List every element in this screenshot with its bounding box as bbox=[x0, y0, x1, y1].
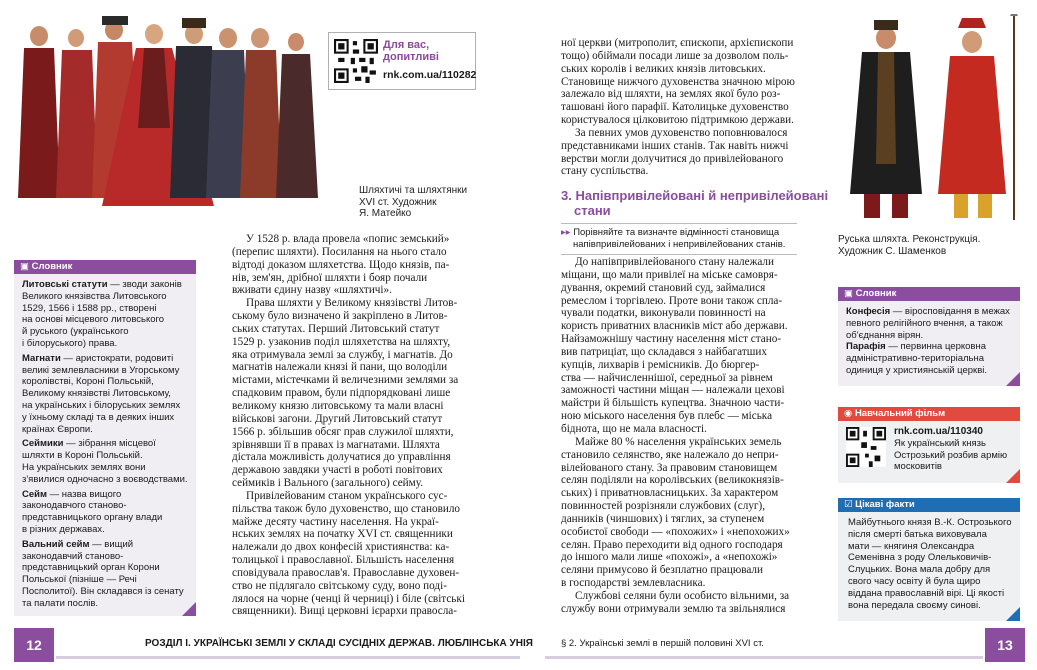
footer-title-right: § 2. Українські землі в першій половині XVI ст. bbox=[561, 638, 764, 649]
section-title-line1: 3. Напівпривілейовані й непривілейовані bbox=[561, 188, 829, 203]
text-line: майстри й більшість купецтва. Значною части- bbox=[561, 397, 785, 410]
text-line: сеймиків і Вального (загального) сейму. bbox=[232, 477, 424, 490]
glossary-entry bbox=[22, 353, 192, 436]
text-line: службу вони отримували землю та звільнялися bbox=[561, 602, 786, 615]
facts-text bbox=[838, 512, 1020, 611]
glossary-line: Великому князівстві Литовському, bbox=[22, 388, 171, 400]
facts-line: свого часу освіту й була щиро bbox=[848, 575, 981, 587]
text-line: Найзаможнішу частину населення міст стано- bbox=[561, 333, 782, 346]
text-line: повинностей розрізняли службових (слуг), bbox=[561, 500, 766, 513]
text-line: данників (чиншових) і тяглих, за ступенем bbox=[561, 512, 765, 525]
text-line: толицької і православної. Більшість населення bbox=[232, 554, 455, 567]
caption-line: Я. Матейко bbox=[359, 208, 412, 219]
text-line: ною міського населення був плебс — міська bbox=[561, 410, 773, 423]
glossary-box-right bbox=[838, 287, 1020, 386]
task-arrow-icon: ▸▸ bbox=[561, 227, 571, 238]
glossary-line: Вальний сейм — вищий bbox=[22, 538, 134, 550]
glossary-line: Сейм — назва вищого bbox=[22, 488, 122, 500]
glossary-line: Магнати — аристократи, родовиті bbox=[22, 352, 174, 364]
qr-url-link[interactable]: rnk.com.ua/110282 bbox=[383, 69, 477, 81]
qr-link-box[interactable] bbox=[328, 32, 476, 90]
text-line: залежало від шляхти, на землях якої було роз- bbox=[561, 88, 781, 101]
text-line: До напівпривілейованого стану належали bbox=[575, 256, 774, 268]
text-line: селяни примусово й безплатно працювали bbox=[561, 564, 763, 577]
film-description bbox=[894, 438, 1007, 473]
page-number-left: 12 bbox=[14, 628, 54, 662]
qr-title-line2: допитливі bbox=[383, 51, 439, 63]
glossary-entry bbox=[846, 306, 1014, 341]
glossary-entry bbox=[846, 341, 1014, 376]
text-line: відтоді доказом шляхетства. Щодо князів, па- bbox=[232, 258, 450, 271]
caption-line: Руська шляхта. Реконструкція. bbox=[838, 234, 981, 245]
glossary-entry bbox=[22, 539, 192, 610]
glossary-line: та палати послів. bbox=[22, 597, 99, 609]
text-line: військові загони. Другий Литовський статут bbox=[232, 412, 443, 425]
glossary-line: на основі місцевого литовського bbox=[22, 314, 165, 326]
glossary-line: адміністративно-територіальна bbox=[846, 353, 985, 365]
glossary-box-left bbox=[14, 260, 196, 616]
film-line: Як український князь bbox=[894, 438, 986, 449]
glossary-line: Конфесія — віросповідання в межах bbox=[846, 306, 1010, 317]
task-line1: Порівняйте та визначте відмінності становища bbox=[573, 227, 780, 238]
text-line: особистої свободи — «похожих» і «непохожих» bbox=[561, 525, 790, 538]
text-line: За певних умов духовенство поповнювалося bbox=[575, 126, 788, 139]
glossary-line: в різних державах. bbox=[22, 523, 105, 535]
text-line: стану суспільства. bbox=[561, 165, 649, 178]
corner-decoration bbox=[182, 602, 196, 616]
text-line: заможності частини міщан — належали цехові bbox=[561, 384, 785, 397]
glossary-line: з'явилися одночасно з воєводствами. bbox=[22, 473, 188, 485]
glossary-line: На українських землях вони bbox=[22, 461, 146, 473]
text-line: ство не підлягало світському суду, воно поді- bbox=[232, 579, 447, 592]
text-line: до іншого мали лише «похожі», а «непохожі» bbox=[561, 551, 778, 564]
text-line: спадковим правом, були підпорядковані лише bbox=[232, 387, 451, 400]
text-line: вживати єдину назву «шляхтичі». bbox=[232, 284, 392, 297]
glossary-line: представницького органу влади bbox=[22, 512, 163, 524]
text-line: пільства також було духовенство, що становило bbox=[232, 502, 461, 515]
text-line: становило селянство, яке належало до непри- bbox=[561, 448, 779, 461]
left-main-text bbox=[232, 233, 532, 618]
task-line2: напівпривілейованих і непривілейованих станів. bbox=[573, 238, 786, 250]
text-line: зрівнявши її в правах із магнатами. Шляхта bbox=[232, 438, 440, 451]
text-line: нів, зем'ян, дрібної шляхти і бояр почали bbox=[232, 271, 428, 284]
glossary-entry bbox=[22, 438, 192, 485]
text-line: селян поділяли на королівських (великокнязів- bbox=[561, 474, 784, 487]
text-line: користь приватних власників міст або держави. bbox=[561, 320, 788, 333]
facts-line: вона передала своєму синові. bbox=[848, 599, 981, 611]
glossary-entries bbox=[14, 274, 196, 610]
text-line: верстви могли долучитися до привілейованого bbox=[561, 152, 784, 165]
text-line: міщани, що мали привілеї на міське самовря- bbox=[561, 268, 778, 281]
text-line: священники). Вищі церковні ієрархи правосла- bbox=[232, 605, 457, 618]
section-title bbox=[561, 188, 828, 218]
text-line: ташовані його парафії. Католицьке духовенство bbox=[561, 101, 789, 114]
text-line: У 1528 р. влада провела «попис земський» bbox=[246, 233, 450, 245]
text-line: ських) і приватновласницьких. За характером bbox=[561, 487, 779, 500]
glossary-line: Посполитої). Він складався із сенату bbox=[22, 585, 184, 597]
glossary-heading-right-text: Словник bbox=[855, 288, 897, 299]
text-line: тощо) обіймали посади лише за дозволом поль- bbox=[561, 49, 789, 62]
text-line: Привілейованим станом українського сус- bbox=[246, 489, 448, 502]
page-number-right: 13 bbox=[985, 628, 1025, 662]
facts-heading: ☑ Цікаві факти bbox=[838, 498, 1020, 512]
text-line: ної церкви (митрополит, єпископи, архієпископи bbox=[561, 37, 794, 49]
text-line: Майже 80 % населення українських земель bbox=[575, 435, 782, 448]
glossary-line: представницький орган Корони bbox=[22, 562, 160, 574]
qr-code-icon bbox=[334, 39, 378, 83]
glossary-line: й руського (українського bbox=[22, 326, 129, 338]
text-line: ських статутах. Перший Литовський статут bbox=[232, 322, 440, 335]
glossary-line: на українських і білоруських землях bbox=[22, 399, 181, 411]
text-line: сповідувала православ'я. Православне духовен- bbox=[232, 566, 460, 579]
film-line: Острозький розбив армію bbox=[894, 449, 1008, 461]
text-line: дістала можливість долучатися до управління bbox=[232, 451, 451, 464]
facts-line: мати — княгиня Олександра bbox=[848, 540, 975, 552]
text-line: Становище нижчого духовенства значною мірою bbox=[561, 75, 795, 88]
glossary-line: законодавчий станово- bbox=[22, 550, 124, 562]
corner-decoration bbox=[1006, 469, 1020, 483]
film-heading: ◉ Навчальний фільм bbox=[838, 407, 1020, 421]
caption-line: Художник С. Шаменков bbox=[838, 245, 947, 257]
qr-title-line1: Для вас, bbox=[383, 39, 430, 51]
text-line: державою завдяки участі в роботі повітових bbox=[232, 464, 443, 477]
text-line: вив патриціат, що складався з найбагатших bbox=[561, 345, 767, 358]
facts-line: після смерті батька виховувала bbox=[848, 528, 987, 540]
film-box bbox=[838, 407, 1020, 483]
glossary-line: одиниця у християнській церкві. bbox=[846, 364, 987, 376]
caption-line: XVI ст. Художник bbox=[359, 196, 437, 208]
facts-line: Семенівна з роду Олельковичів- bbox=[848, 552, 992, 564]
footer-title-left: РОЗДІЛ І. УКРАЇНСЬКІ ЗЕМЛІ У СКЛАДІ СУСІДНІХ ДЕРЖАВ. ЛЮБЛІНСЬКА УНІЯ bbox=[145, 638, 533, 649]
text-line: представниками інших станів. Так навіть нижчі bbox=[561, 139, 789, 152]
ruthenian-nobility-illustration bbox=[834, 14, 1024, 226]
glossary-line: Сеймики — зібрання місцевої bbox=[22, 438, 156, 450]
text-line: біднота, що не мала власності. bbox=[561, 422, 707, 435]
nobility-illustration bbox=[14, 8, 328, 208]
text-line: лялося на чорне (ченці й черниці) і біле (світські bbox=[232, 592, 465, 605]
glossary-line: певного релігійного вчення, а також bbox=[846, 317, 1003, 329]
text-line: в господарстві землевласника. bbox=[561, 577, 706, 590]
glossary-line: країнах Європи. bbox=[22, 423, 93, 435]
text-line: Права шляхти у Великому князівстві Литов- bbox=[246, 297, 458, 310]
glossary-line: Парафія — первинна церковна bbox=[846, 341, 986, 353]
text-line: ремеслом і торгівлею. Проте вони також спла- bbox=[561, 294, 783, 307]
glossary-line: королівстві, Короні Польській, bbox=[22, 376, 154, 388]
glossary-line: об'єднання вірян. bbox=[846, 329, 924, 341]
glossary-line: законодавчого станово- bbox=[22, 500, 127, 512]
qr-code-icon bbox=[846, 427, 886, 467]
facts-heading-text: Цікаві факти bbox=[855, 499, 915, 510]
text-line: майже десяту частину населення. На украї- bbox=[232, 515, 439, 528]
text-line: вілейованого стану. За правовим становищем bbox=[561, 461, 778, 474]
facts-line: Майбутнього князя В.-К. Острозького bbox=[848, 517, 1012, 528]
text-line: містами, містечками й величезними землями за bbox=[232, 374, 459, 387]
glossary-heading-right: ▣ Словник bbox=[838, 287, 1020, 301]
glossary-line: Польської (пізніше — Речі bbox=[22, 574, 137, 586]
glossary-entry bbox=[22, 279, 192, 350]
corner-decoration bbox=[1006, 372, 1020, 386]
glossary-line: у їхньому складі та в деяких інших bbox=[22, 411, 175, 423]
glossary-entries-right bbox=[838, 301, 1020, 377]
glossary-line: великі землевласники в Угорському bbox=[22, 364, 180, 376]
corner-decoration bbox=[1006, 607, 1020, 621]
film-line: московитів bbox=[894, 461, 942, 472]
right-illustration-caption bbox=[838, 234, 980, 257]
text-line: 1529 р. узаконив поділ шляхетства на шляхту, bbox=[232, 335, 451, 348]
right-body-text bbox=[561, 256, 801, 616]
glossary-line: шляхти в Короні Польській. bbox=[22, 450, 143, 462]
glossary-line: Великого князівства Литовського bbox=[22, 290, 167, 302]
glossary-line: 1529, 1566 і 1588 рр., створені bbox=[22, 302, 157, 314]
text-line: яка отримувала землі за службу, і магнатів. До bbox=[232, 348, 453, 361]
glossary-line: Литовські статути — зводи законів bbox=[22, 279, 182, 290]
text-line: селян. Право переходити від одного господаря bbox=[561, 538, 783, 551]
glossary-line: і білоруського) права. bbox=[22, 337, 118, 349]
facts-line: Слуцьких. Вона мала добру для bbox=[848, 564, 991, 576]
text-line: чували податки, виконували повинності на bbox=[561, 307, 766, 320]
text-line: великому князю литовському та мали власні bbox=[232, 399, 444, 412]
glossary-entry bbox=[22, 489, 192, 536]
text-line: 1566 р. збільшив обсяг прав служилої шляхти, bbox=[232, 425, 454, 438]
text-line: нських землях на початку XVI ст. священники bbox=[232, 528, 453, 541]
text-line: дування, окремий становий суд, займалися bbox=[561, 281, 766, 294]
footer-divider-right bbox=[545, 656, 983, 659]
footer-divider-left bbox=[56, 656, 520, 659]
text-line: Службові селяни були особисто вільними, за bbox=[575, 589, 790, 602]
left-illustration-caption bbox=[359, 185, 467, 220]
task-box bbox=[561, 223, 797, 255]
film-url-link[interactable]: rnk.com.ua/110340 bbox=[894, 426, 983, 437]
glossary-heading-text: Словник bbox=[31, 261, 73, 272]
text-line: (перепис шляхти). Посилання на нього стало bbox=[232, 245, 447, 258]
film-heading-text: Навчальний фільм bbox=[854, 408, 946, 419]
text-line: ських королів і великих князів литовських. bbox=[561, 62, 766, 75]
facts-line: віддана православній вірі. Ці якості bbox=[848, 587, 1005, 599]
text-line: магнатів належали князі й пани, що володіли bbox=[232, 361, 448, 374]
facts-box bbox=[838, 498, 1020, 621]
text-line: належали до двох конфесій християнства: ка- bbox=[232, 541, 450, 554]
text-line: купців, лихварів і ремісників. До бюргер- bbox=[561, 358, 760, 371]
text-line: ському було визначено й закріплено в Литов- bbox=[232, 310, 448, 323]
right-top-text bbox=[561, 37, 801, 178]
text-line: ства — найчисленнішої, середньої за рівнем bbox=[561, 371, 773, 384]
caption-line: Шляхтичі та шляхтянки bbox=[359, 185, 468, 196]
glossary-heading: ▣ Словник bbox=[14, 260, 196, 274]
section-title-line2: стани bbox=[574, 203, 611, 218]
text-line: користувалося цілковитою підтримкою держави. bbox=[561, 114, 794, 127]
